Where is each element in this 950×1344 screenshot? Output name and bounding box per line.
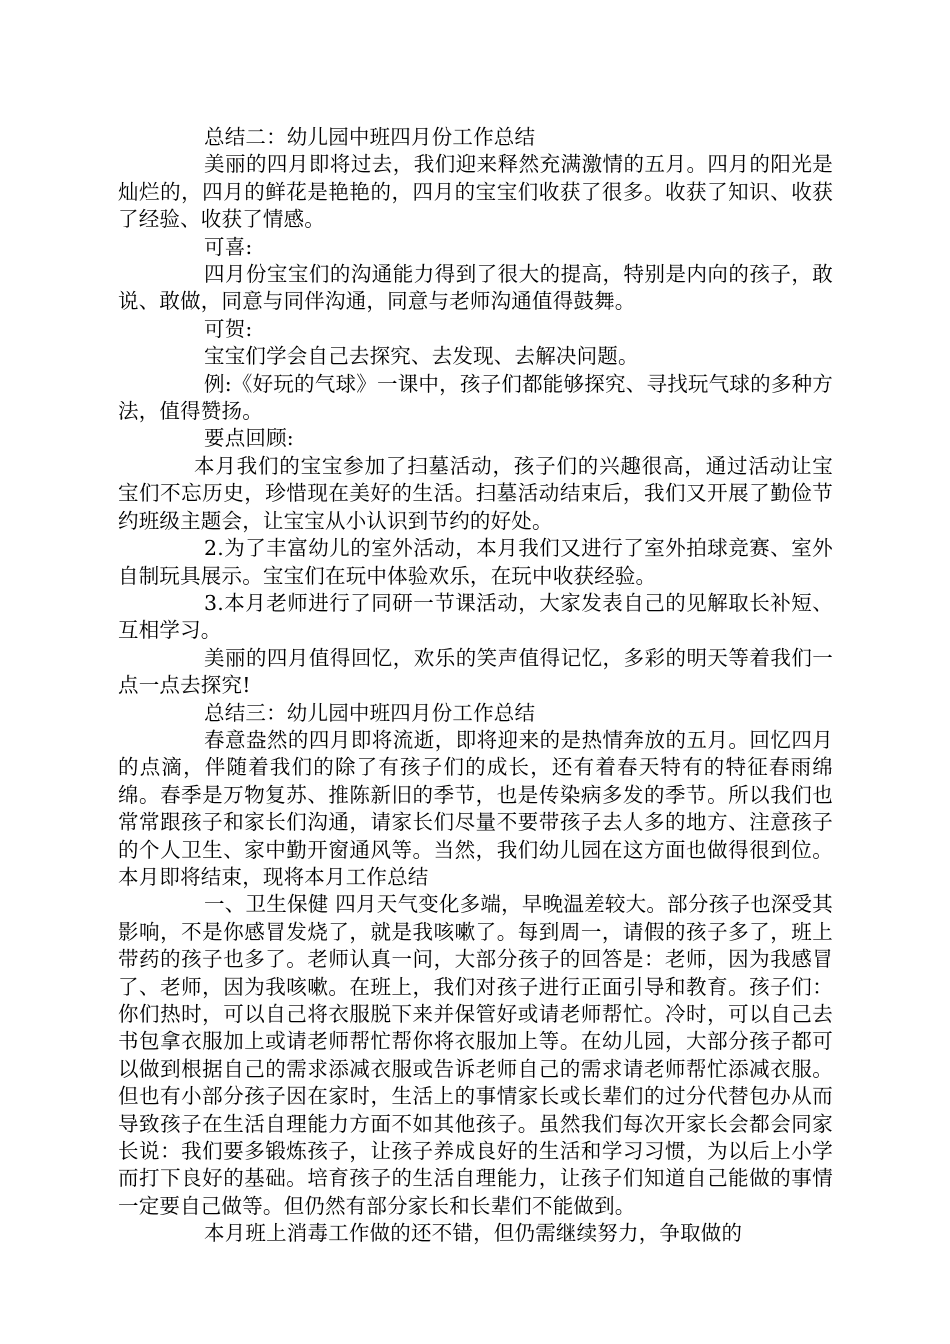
- paragraph: 可喜:: [204, 234, 253, 259]
- paragraph: 3.本月老师进行了同研一节课活动，大家发表自己的见解取长补短、互相学习。: [118, 590, 833, 643]
- paragraph: 例:《好玩的气球》一课中，孩子们都能够探究、寻找玩气球的多种方法，值得赞扬。: [118, 371, 833, 424]
- paragraph: 总结二：幼儿园中班四月份工作总结: [204, 125, 536, 149]
- paragraph: 本月我们的宝宝参加了扫墓活动，孩子们的兴趣很高，通过活动让宝宝们不忘历史，珍惜现在美好的生活。扫墓活动结束后，我们又开展了勤俭节约班级主题会，让宝宝从小认识到节约的好处。: [118, 453, 833, 533]
- paragraph: 一、卫生保健 四月天气变化多端，早晚温差较大。部分孩子也深受其影响，不是你感冒发烧了，就是我咳嗽了。每到周一，请假的孩子多了，班上带药的孩子也多了。老师认真一问，大部分孩子的回答是：老师，因为我感冒了、老师，因为我咳嗽。在班上，我们对孩子进行正面引导和教育。孩子们：你们热时，可以自己将衣服脱下来并保管好或请老师帮忙。冷时，可以自己去书包拿衣服加上或请老师帮忙帮你将衣服加上等。在幼儿园，大部分孩子都可以做到根据自己的需求添减衣服或告诉老师自己的需求请老师帮忙添减衣服。但也有小部分孩子因在家时，生活上的事情家长或长辈们的过分代替包办从而导致孩子在生活自理能力方面不如其他孩子。虽然我们每次开家长会都会同家长说：我们要多锻炼孩子，让孩子养成良好的生活和学习习惯，为以后上小学而打下良好的基础。培育孩子的生活自理能力，让孩子们知道自己能做的事情一定要自己做等。但仍然有部分家长和长辈们不能做到。: [118, 892, 833, 1218]
- paragraph: 要点回顾:: [204, 426, 294, 451]
- paragraph: 总结三：幼儿园中班四月份工作总结: [204, 700, 536, 725]
- paragraph: 可贺:: [204, 316, 253, 341]
- document-body: [118, 124, 833, 1248]
- paragraph: 本月班上消毒工作做的还不错，但仍需继续努力，争取做的: [204, 1221, 743, 1246]
- paragraph: 美丽的四月即将过去，我们迎来释然充满激情的五月。四月的阳光是灿烂的，四月的鲜花是艳艳的，四月的宝宝们收获了很多。收获了知识、收获了经验、收获了情感。: [118, 152, 833, 232]
- paragraph: 春意盎然的四月即将流逝，即将迎来的是热情奔放的五月。回忆四月的点滴，伴随着我们的除了有孩子们的成长，还有着春天特有的特征春雨绵绵。春季是万物复苏、推陈新旧的季节，也是传染病多发的季节。所以我们也常常跟孩子和家长们沟通，请家长们尽量不要带孩子去人多的地方、注意孩子的个人卫生、家中勤开窗通风等。当然，我们幼儿园在这方面也做得很到位。本月即将结束，现将本月工作总结: [118, 727, 833, 889]
- paragraph: 美丽的四月值得回忆，欢乐的笑声值得记忆，多彩的明天等着我们一点一点去探究!: [118, 645, 833, 698]
- paragraph: 四月份宝宝们的沟通能力得到了很大的提高，特别是内向的孩子，敢说、敢做，同意与同伴沟通，同意与老师沟通值得鼓舞。: [118, 262, 833, 314]
- paragraph: 2.为了丰富幼儿的室外活动，本月我们又进行了室外拍球竞赛、室外自制玩具展示。宝宝们在玩中体验欢乐，在玩中收获经验。: [118, 536, 833, 588]
- paragraph: 宝宝们学会自己去探究、去发现、去解决问题。: [204, 344, 639, 369]
